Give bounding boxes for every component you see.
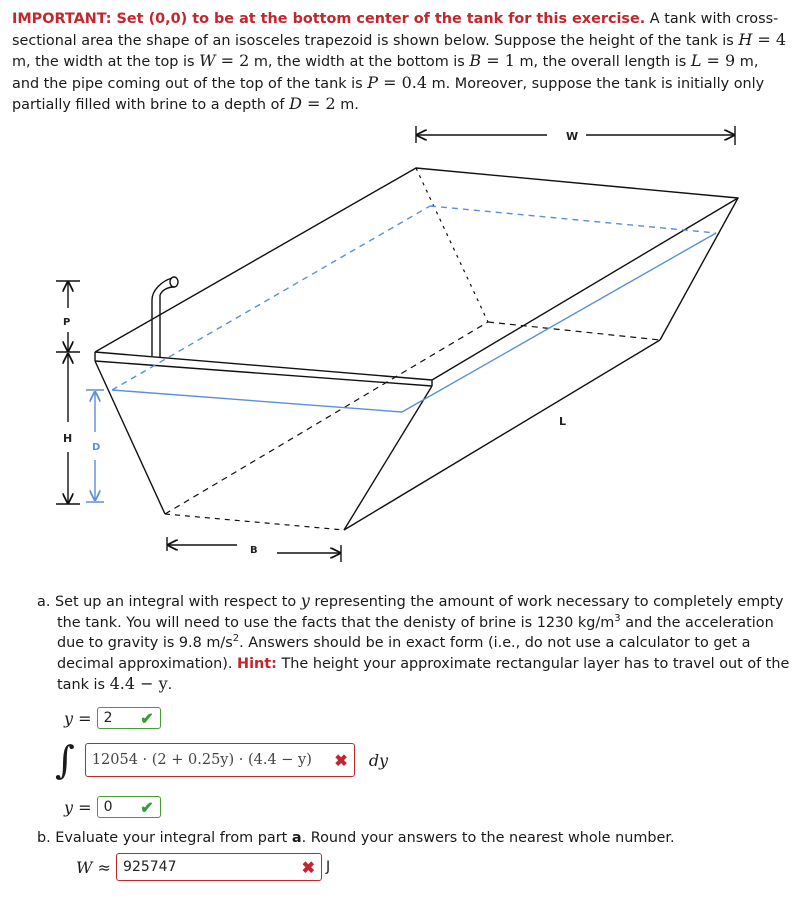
important-note: IMPORTANT: Set (0,0) to be at the bottom center of the tank for this exercise. bbox=[12, 11, 646, 27]
integral-sign-icon: ∫ bbox=[55, 738, 75, 782]
label-d: D bbox=[92, 442, 101, 453]
intro-text: m, and the pipe coming out of the top of the tank is bbox=[12, 54, 759, 92]
value-D: = 2 bbox=[301, 94, 336, 114]
part-a-text: representing the amount of work necessary to completely empty the tank. You will need to use the facts that the denisty of brine is 1230 kg/m bbox=[57, 594, 784, 631]
var-P: P bbox=[367, 72, 378, 92]
integrand-input[interactable] bbox=[85, 743, 355, 777]
intro-text: m. bbox=[335, 97, 359, 114]
label-h: H bbox=[63, 432, 73, 445]
check-icon: ✔ bbox=[140, 708, 154, 728]
intro-text: m, the width at the bottom is bbox=[249, 54, 470, 71]
cross-icon: ✖ bbox=[334, 750, 348, 770]
value-H: = 4 bbox=[752, 29, 787, 49]
check-icon: ✔ bbox=[140, 797, 154, 817]
superscript-2: 2 bbox=[232, 633, 240, 645]
part-b-text: . Round your answers to the nearest whole number. bbox=[301, 830, 675, 846]
label-p: P bbox=[63, 317, 71, 328]
hint-label: Hint: bbox=[237, 655, 277, 672]
intro-text: m, the width at the top is bbox=[12, 54, 200, 71]
approx-sign: ≈ bbox=[92, 857, 117, 877]
value-W: = 2 bbox=[215, 51, 250, 71]
lower-limit-value: 0 bbox=[103, 799, 113, 815]
intro-text: A tank with cross-sectional area the shape of an isosceles trapezoid is shown below. Suppose the height of the tank is bbox=[12, 11, 779, 49]
var-L: L bbox=[690, 51, 702, 71]
work-answer-input[interactable] bbox=[116, 853, 322, 881]
lower-var: y bbox=[64, 797, 74, 817]
lower-limit-input[interactable] bbox=[97, 796, 161, 818]
lower-limit-row bbox=[64, 796, 161, 818]
upper-limit-value: 2 bbox=[103, 710, 113, 726]
part-a-text: . bbox=[167, 677, 173, 694]
integral-row bbox=[55, 738, 388, 782]
hint-expression: 4.4 − y bbox=[109, 674, 168, 694]
label-w: W bbox=[566, 130, 579, 143]
var-B: B bbox=[469, 51, 482, 71]
equals-sign: = bbox=[73, 708, 97, 728]
tank-outline bbox=[95, 168, 738, 530]
var-D: D bbox=[289, 94, 302, 114]
unit-label: J bbox=[326, 859, 331, 875]
equals-sign: = bbox=[73, 797, 97, 817]
label-b: B bbox=[250, 545, 258, 556]
intro-text: m, the overall length is bbox=[514, 54, 691, 71]
part-a-question bbox=[37, 591, 792, 696]
answer-row bbox=[76, 853, 330, 881]
work-answer-value: 925747 bbox=[123, 859, 177, 875]
value-P: = 0.4 bbox=[378, 72, 428, 92]
var-H: H bbox=[738, 29, 753, 49]
part-a-text: The height your approximate rectangular layer has to travel out of the tank is bbox=[57, 655, 790, 694]
integrand-value: 12054 · (2 + 0.25y) · (4.4 − y) bbox=[91, 752, 312, 768]
cross-icon: ✖ bbox=[301, 857, 316, 877]
var-w: W bbox=[76, 857, 93, 877]
var-y: y bbox=[300, 591, 310, 610]
value-B: = 1 bbox=[481, 51, 515, 71]
part-a-text: . Answers should be in exact form (i.e., do not use a calculator to get a decimal approximation). bbox=[57, 635, 751, 672]
part-b-question bbox=[37, 830, 675, 846]
part-b-text: b. Evaluate your integral from part bbox=[37, 830, 292, 846]
upper-limit-input[interactable] bbox=[97, 707, 161, 729]
tank-hidden-edges bbox=[165, 168, 660, 530]
upper-limit-row bbox=[64, 707, 161, 729]
part-a-text: and the acceleration due to gravity is 9.8 m/s bbox=[57, 614, 774, 652]
brine-surface bbox=[112, 206, 716, 412]
superscript-3: 3 bbox=[614, 612, 621, 624]
var-W: W bbox=[199, 51, 216, 71]
part-b-ref: a bbox=[291, 830, 302, 846]
label-l: L bbox=[559, 415, 567, 428]
upper-var: y bbox=[64, 708, 74, 728]
intro-text: m. Moreover, suppose the tank is initially only partially filled with brine to a depth of bbox=[12, 75, 765, 114]
dy-differential: dy bbox=[368, 750, 389, 770]
part-a-text: a. Set up an integral with respect to bbox=[37, 594, 301, 610]
value-L: = 9 bbox=[701, 51, 736, 71]
